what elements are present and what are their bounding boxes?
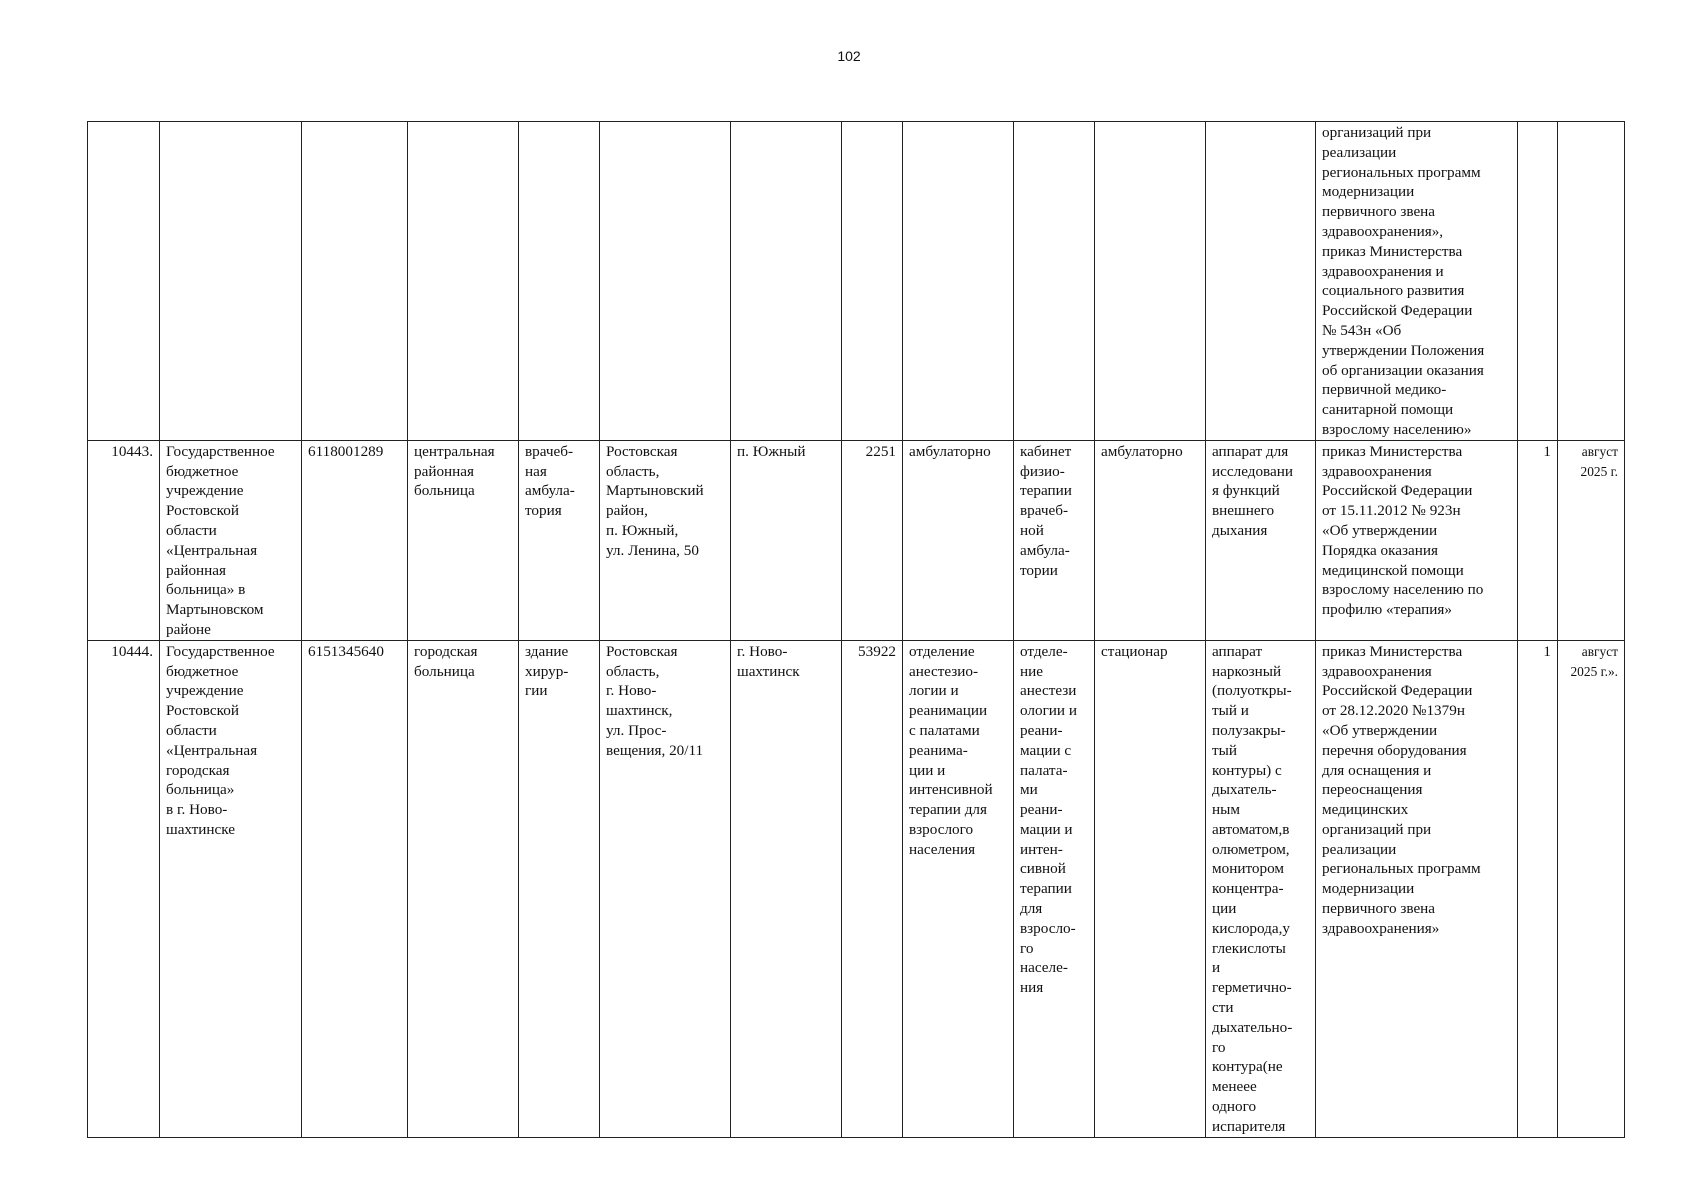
cell-empty <box>600 122 731 441</box>
cell-quantity: 1 <box>1518 440 1558 640</box>
cell-address: Ростовская область, Мартыновский район, п. Южный, ул. Ленина, 50 <box>600 440 731 640</box>
table-row <box>88 640 1625 1137</box>
cell-empty <box>1518 122 1558 441</box>
cell-empty <box>1558 122 1625 441</box>
cell-equipment: аппарат для исследовани я функций внешнего дыхания <box>1206 440 1316 640</box>
cell-row-number: 10443. <box>88 440 160 640</box>
cell-empty <box>731 122 842 441</box>
cell-population: 53922 <box>842 640 903 1137</box>
cell-organization: Государственное бюджетное учреждение Ростовской области «Центральная районная больница» в Мартыновском районе <box>160 440 302 640</box>
cell-row-number: 10444. <box>88 640 160 1137</box>
cell-empty <box>1014 122 1095 441</box>
cell-inn: 6118001289 <box>302 440 408 640</box>
cell-unit: отделе- ние анестези ологии и реани- мации с палата- ми реани- мации и интен- сивной терапии для взросло- го населе- ния <box>1014 640 1095 1137</box>
table-row <box>88 440 1625 640</box>
cell-settlement: г. Ново- шахтинск <box>731 640 842 1137</box>
cell-department: амбулаторно <box>903 440 1014 640</box>
cell-empty <box>519 122 600 441</box>
cell-unit: кабинет физио- терапии врачеб- ной амбула- тории <box>1014 440 1095 640</box>
cell-care-form: амбулаторно <box>1095 440 1206 640</box>
cell-date: август 2025 г.». <box>1558 640 1625 1137</box>
cell-quantity: 1 <box>1518 640 1558 1137</box>
cell-basis: приказ Министерства здравоохранения Российской Федерации от 15.11.2012 № 923н «Об утверждении Порядка оказания медицинской помощи взрослому населению по профилю «терапия» <box>1316 440 1518 640</box>
cell-date: август 2025 г. <box>1558 440 1625 640</box>
cell-address: Ростовская область, г. Ново- шахтинск, ул. Прос- вещения, 20/11 <box>600 640 731 1137</box>
cell-organization: Государственное бюджетное учреждение Ростовской области «Центральная городская больница» в г. Ново- шахтинске <box>160 640 302 1137</box>
cell-department: отделение анестезио- логии и реанимации с палатами реанима- ции и интенсивной терапии для взрослого населения <box>903 640 1014 1137</box>
cell-building: врачеб- ная амбула- тория <box>519 440 600 640</box>
cell-empty <box>1206 122 1316 441</box>
cell-population: 2251 <box>842 440 903 640</box>
cell-empty <box>302 122 408 441</box>
cell-organization-type: городская больница <box>408 640 519 1137</box>
table-row-continuation <box>88 122 1625 441</box>
cell-settlement: п. Южный <box>731 440 842 640</box>
equipment-registry-table <box>87 121 1625 1138</box>
cell-empty <box>842 122 903 441</box>
cell-basis: приказ Министерства здравоохранения Российской Федерации от 28.12.2020 №1379н «Об утверждении перечня оборудования для оснащения и переоснащения медицинских организаций при реализации региональных программ модернизации первичного звена здравоохранения» <box>1316 640 1518 1137</box>
cell-organization-type: центральная районная больница <box>408 440 519 640</box>
cell-empty <box>408 122 519 441</box>
cell-empty <box>160 122 302 441</box>
cell-equipment: аппарат наркозный (полуоткры- тый и полузакры- тый контуры) с дыхатель- ным автоматом,в олюметром, монитором концентра- ции кислорода,у глекислоты и герметично- сти дыхательно- го контура(не менеее одного испарителя <box>1206 640 1316 1137</box>
cell-inn: 6151345640 <box>302 640 408 1137</box>
cell-care-form: стационар <box>1095 640 1206 1137</box>
cell-empty <box>88 122 160 441</box>
cell-basis-continuation: организаций при реализации региональных программ модернизации первичного звена здравоохранения», приказ Министерства здравоохранения и социального развития Российской Федерации № 543н «Об утверждении Положения об организации оказания первичной медико- санитарной помощи взрослому населению» <box>1316 122 1518 441</box>
cell-empty <box>1095 122 1206 441</box>
cell-empty <box>903 122 1014 441</box>
page-number: 102 <box>837 48 861 64</box>
cell-building: здание хирур- гии <box>519 640 600 1137</box>
